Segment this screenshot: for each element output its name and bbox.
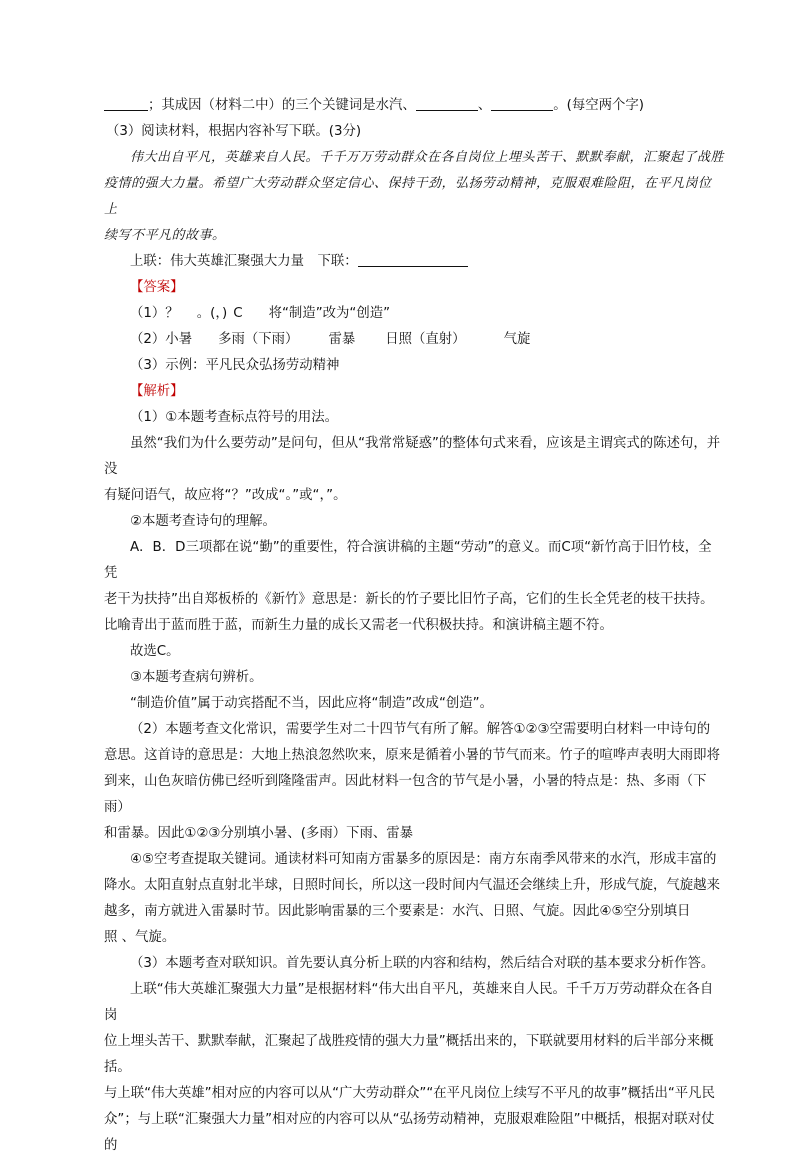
analysis-line: “制造价值”属于动宾搭配不当，因此应将“制造”改成“创造”。 [130,696,493,711]
analysis-line: （2）本题考查文化常识，需要学生对二十四节气有所了解。解答①②③空需要明白材料一中诗句的 [130,722,711,737]
analysis-line: 降水。太阳直射点直射北半球，日照时间长，所以这一段时间内气温还会继续上升，形成气旋，气旋越来 [104,878,720,893]
analysis-line: 比喻青出于蓝而胜于蓝，而新生力量的成长又需老一代积极扶持。和演讲稿主题不符。 [104,618,613,633]
analysis-line: 虽然“我们为什么要劳动”是问句，但从“我常常疑惑”的整体句式来看，应该是主谓宾式的陈述句，并没 [104,436,721,477]
analysis-line: 和雷暴。因此①②③分别填小暑、(多雨）下雨、雷暴 [104,826,414,841]
analysis-line: （3）本题考查对联知识。首先要认真分析上联的内容和结构，然后结合对联的基本要求分析作答。 [130,956,715,971]
analysis-line: 上联“伟大英雄汇聚强大力量”是根据材料“伟大出自平凡，英雄来自人民。千千万万劳动群众在各自岗 [104,982,714,1023]
couplet-line: 上联：伟大英雄汇聚强大力量 下联： [104,249,724,275]
analysis-line: ③本题考查病句辨析。 [130,670,263,685]
analysis-line: ④⑤空考查提取关键词。通读材料可知南方雷暴多的原因是：南方东南季风带来的水汽，形成丰富的 [130,852,717,867]
analysis-line: 与上联“伟大英雄”相对应的内容可以从“广大劳动群众”“在平凡岗位上续写不平凡的故事”概括出“平凡民 [104,1086,715,1101]
analysis-line: 越多，南方就进入雷暴时节。因此影响雷暴的三个要素是：水汽、日照、气旋。因此④⑤空分别填日 [104,904,691,919]
fill-blank-line: ；其成因（材料二中）的三个关键词是水汽、 、 。(每空两个字) [104,93,724,119]
document-content [104,93,724,1159]
analysis-heading: 【解析】 [130,384,184,399]
answer-1: （1）？ 。(，) C 将“制造”改为“创造” [130,306,391,321]
analysis-line: 故选C。 [130,644,180,659]
analysis-line: 位上埋头苦干、默默奉献，汇聚起了战胜疫情的强大力量”概括出来的，下联就要用材料的后半部分来概括。 [104,1034,714,1075]
analysis-line: A．B．D三项都在说“勤”的重要性，符合演讲稿的主题“劳动”的意义。而C项“新竹高于旧竹枝，全凭 [104,540,712,581]
answer-3: （3）示例：平凡民众弘扬劳动精神 [130,358,340,373]
answer-blank[interactable] [491,96,553,111]
analysis-line: 意思。这首诗的意思是：大地上热浪忽然吹来，原来是循着小暑的节气而来。竹子的喧哗声表明大雨即将 [104,748,720,763]
analysis-line: 有疑问语气，故应将“？”改成“。”或“，”。 [104,488,347,503]
material-line: 疫情的强大力量。希望广大劳动群众坚定信心、保持干劲，弘扬劳动精神，克服艰难险阻，在平凡岗位上 [104,176,712,217]
question-3-prompt: （3）阅读材料，根据内容补写下联。(3分) [106,124,362,139]
answer-blank[interactable] [416,96,478,111]
analysis-line: （1）①本题考查标点符号的用法。 [130,410,338,425]
analysis-line: ②本题考查诗句的理解。 [130,514,276,529]
material-line: 续写不平凡的故事。 [104,228,226,243]
material-line: 伟大出自平凡，英雄来自人民。千千万万劳动群众在各自岗位上埋头苦干、默默奉献，汇聚起了战胜 [130,150,725,165]
analysis-line: 到来，山色灰暗仿佛已经听到隆隆雷声。因此材料一包含的节气是小暑，小暑的特点是：热、多雨（下雨） [104,774,707,815]
answer-blank[interactable] [104,96,148,111]
answer-blank[interactable] [358,252,468,267]
analysis-line: 众”；与上联“汇聚强大力量”相对应的内容可以从“弘扬劳动精神，克服艰难险阻”中概括，根据对联对仗的 [104,1112,715,1153]
answer-heading: 【答案】 [130,280,184,295]
answer-2: （2）小暑 多雨（下雨） 雷暴 日照（直射） 气旋 [130,332,531,347]
analysis-line: 照 、气旋。 [104,930,176,945]
analysis-line: 老干为扶持”出自郑板桥的《新竹》意思是：新长的竹子要比旧竹子高，它们的生长全凭老的枝干扶持。 [104,592,714,607]
